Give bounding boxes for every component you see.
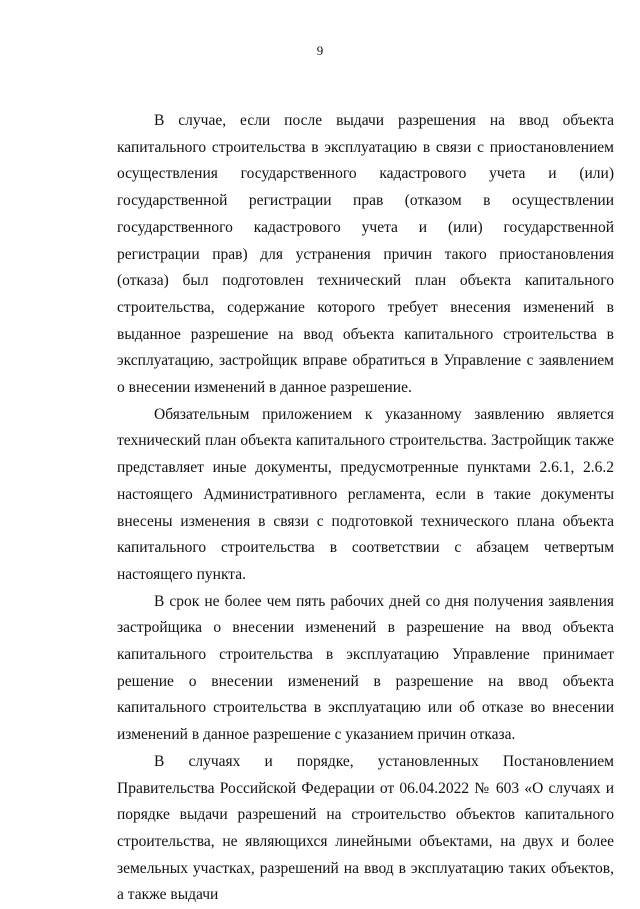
document-body <box>117 108 614 909</box>
page-number: 9 <box>316 43 324 58</box>
paragraph-4: В случаях и порядке, установленных Постановлением Правительства Российской Федерации от 06.04.2022 № 603 «О случаях и порядке выдачи разрешений на строительство объектов капитального строительства, не являющихся линейными объектами, на двух и более земельных участках, разрешений на ввод в эксплуатацию таких объектов, а также выдачи <box>117 752 614 904</box>
paragraph-3: В срок не более чем пять рабочих дней со дня получения заявления застройщика о внесении изменений в разрешение на ввод объекта капитального строительства в эксплуатацию Управление принимает решение о внесении изменений в разрешение на ввод объекта капитального строительства в эксплуатацию или об отказе во внесении изменений в данное разрешение с указанием причин отказа. <box>117 592 614 744</box>
paragraph-1: В случае, если после выдачи разрешения на ввод объекта капитального строительства в эксплуатацию в связи с приостановлением осуществления государственного кадастрового учета и (или) государственной регистрации прав (отказом в осуществлении государственного кадастрового учета и (или) государственной регистрации прав) для устранения причин такого приостановления (отказа) был подготовлен технический план объекта капитального строительства, содержание которого требует внесения изменений в выданное разрешение на ввод объекта капитального строительства в эксплуатацию, застройщик вправе обратиться в Управление с заявлением о внесении изменений в данное разрешение. <box>117 112 614 397</box>
paragraph-2: Обязательным приложением к указанному заявлению является технический план объекта капитального строительства. Застройщик также представляет иные документы, предусмотренные пунктами 2.6.1, 2.6.2 настоящего Административного регламента, если в такие документы внесены изменения в связи с подготовкой технического плана объекта капитального строительства в соответствии с абзацем четвертым настоящего пункта. <box>117 405 614 583</box>
